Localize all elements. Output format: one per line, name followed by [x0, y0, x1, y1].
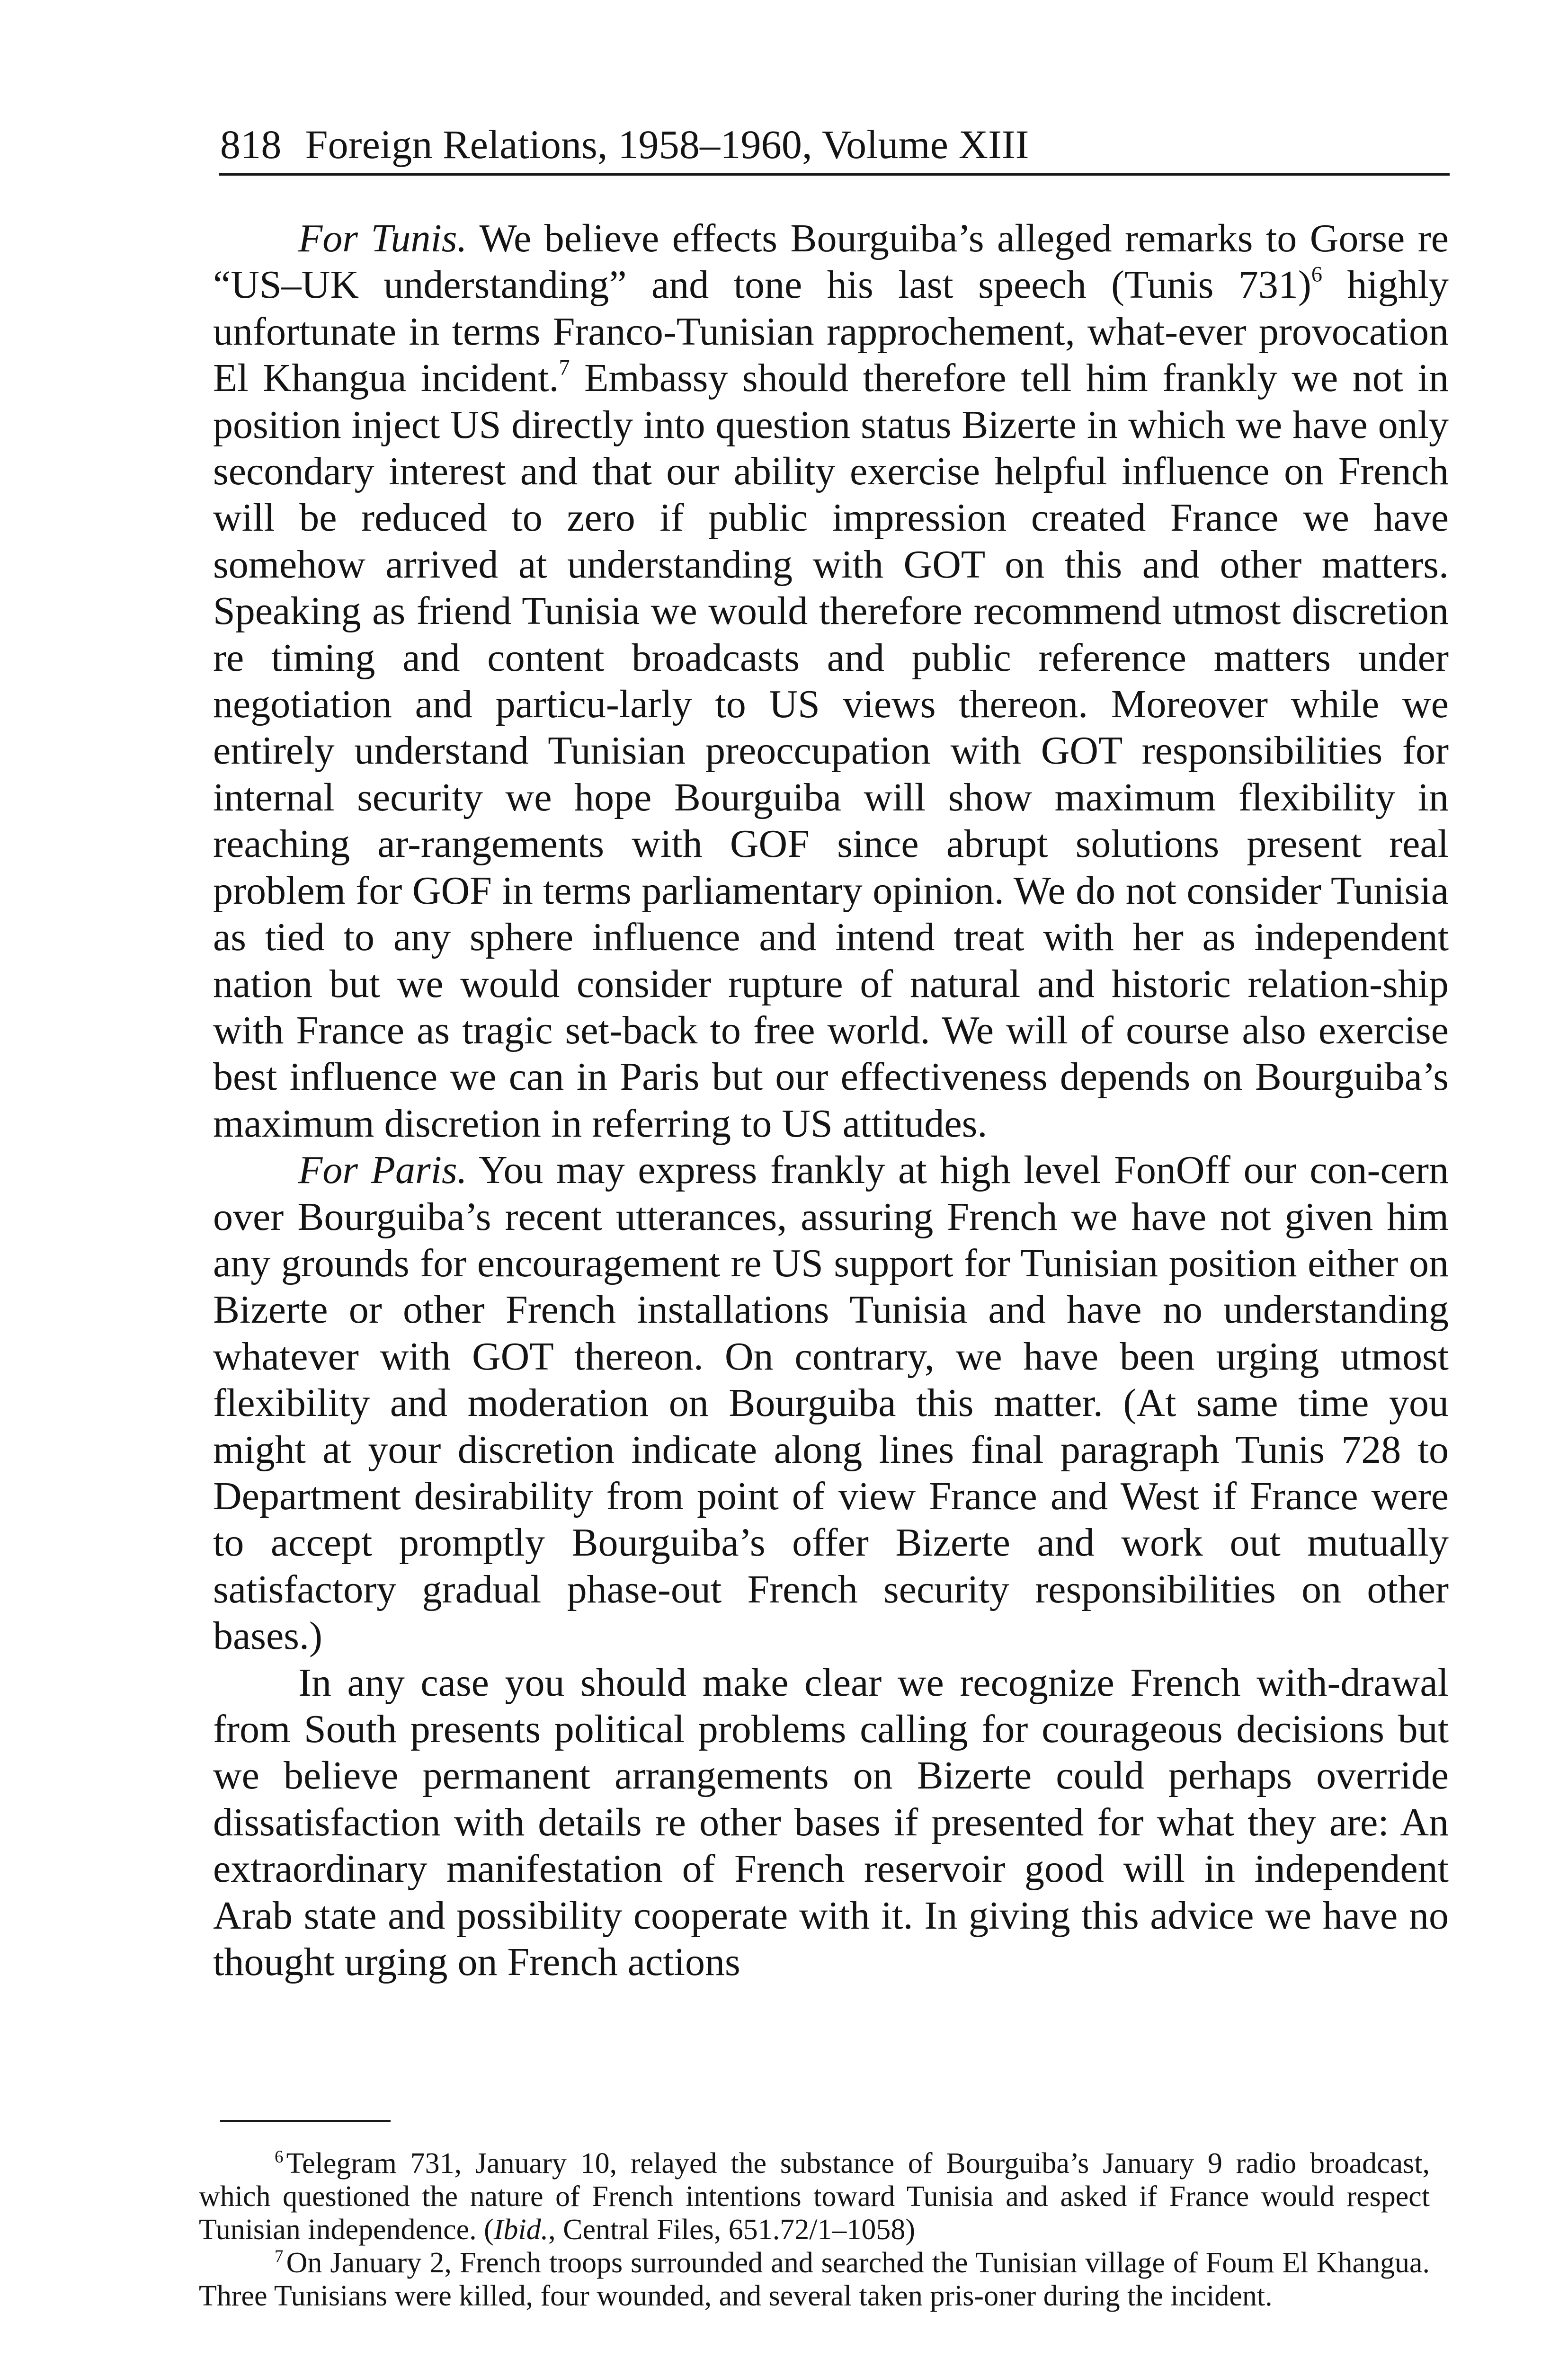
header-rule — [219, 173, 1450, 176]
paragraph-lead-paris: For Paris. — [298, 1148, 467, 1192]
footnotes — [199, 2147, 1430, 2313]
paragraph-text: We believe effects Bourguiba’s alleged remarks to Gorse re “US–UK understanding” and tone his last speech (Tunis 731) — [213, 216, 1449, 307]
footnote-6 — [199, 2147, 1430, 2246]
body-text — [213, 215, 1449, 1985]
paragraph-in-any-case — [213, 1660, 1449, 1986]
footnote-rule — [220, 2120, 391, 2122]
paragraph-text: In any case you should make clear we recognize French with-drawal from South presents political problems calling for courageous decisions but we believe permanent arrangements on Bizerte could perhaps override dissatisfaction with details re other bases if presented for what they are: An extraordinary manifestation of French reservoir good will in independent Arab state and possibility cooperate with it. In giving this advice we have no thought urging on French actions — [213, 1660, 1449, 1984]
footnote-text: , Central Files, 651.72/1–1058) — [548, 2214, 916, 2246]
footnote-ref-6: 6 — [1311, 262, 1322, 286]
running-head — [220, 118, 1451, 170]
paragraph-text: highly unfortunate in terms Franco-Tunisian rapprochement, what-ever provocation El Khangua incident. — [213, 263, 1449, 400]
volume-title: Foreign Relations, 1958–1960, Volume XIII — [305, 122, 1029, 167]
paragraph-text: Embassy should therefore tell him frankly we not in position inject US directly into question status Bizerte in which we have only secondary interest and that our ability exercise helpful influence on French will be reduced to zero if public impression created France we have somehow arrived at understanding with GOT on this and other matters. Speaking as friend Tunisia we would therefore recommend utmost discretion re timing and content broadcasts and public reference matters under negotiation and particu-larly to US views thereon. Moreover while we entirely understand Tunisian preoccupation with GOT responsibilities for internal security we hope Bourguiba will show maximum flexibility in reaching ar-rangements with GOF since abrupt solutions present real problem for GOF in terms parliamentary opinion. We do not consider Tunisia as tied to any sphere influence and intend treat with her as independent nation but we would consider rupture of natural and historic relation-ship with France as tragic set-back to free world. We will of course also exercise best influence we can in Paris but our effectiveness depends on Bourguiba’s maximum discretion in referring to US attitudes. — [213, 356, 1449, 1146]
paragraph-text: You may express frankly at high level FonOff our con-cern over Bourguiba’s recent utterances, assuring French we have not given him any grounds for encouragement re US support for Tunisian position either on Bizerte or other French installations Tunisia and have no understanding whatever with GOT thereon. On contrary, we have been urging utmost flexibility and moderation on Bourguiba this matter. (At same time you might at your discretion indicate along lines final paragraph Tunis 728 to Department desirability from point of view France and West if France were to accept promptly Bourguiba’s offer Bizerte and work out mutually satisfactory gradual phase-out French security responsibilities on other bases.) — [213, 1148, 1449, 1658]
footnote-7 — [199, 2246, 1430, 2313]
footnote-text: On January 2, French troops surrounded and searched the Tunisian village of Foum El Khangua. Three Tunisians were killed, four wounded, and several taken pris-oner during the incident. — [199, 2247, 1430, 2312]
paragraph-for-paris — [213, 1147, 1449, 1659]
footnote-text: Telegram 731, January 10, relayed the substance of Bourguiba’s January 9 radio broadcast, which questioned the nature of French intentions toward Tunisia and asked if France would respect Tunisian independence. ( — [199, 2147, 1430, 2246]
paragraph-lead-tunis: For Tunis. — [298, 216, 467, 260]
page-number: 818 — [220, 122, 282, 167]
footnote-ref-7: 7 — [559, 355, 570, 380]
footnote-marker: 6 — [275, 2147, 284, 2167]
footnote-marker: 7 — [275, 2246, 284, 2266]
footnote-italic: Ibid. — [493, 2214, 549, 2246]
paragraph-for-tunis — [213, 215, 1449, 1147]
